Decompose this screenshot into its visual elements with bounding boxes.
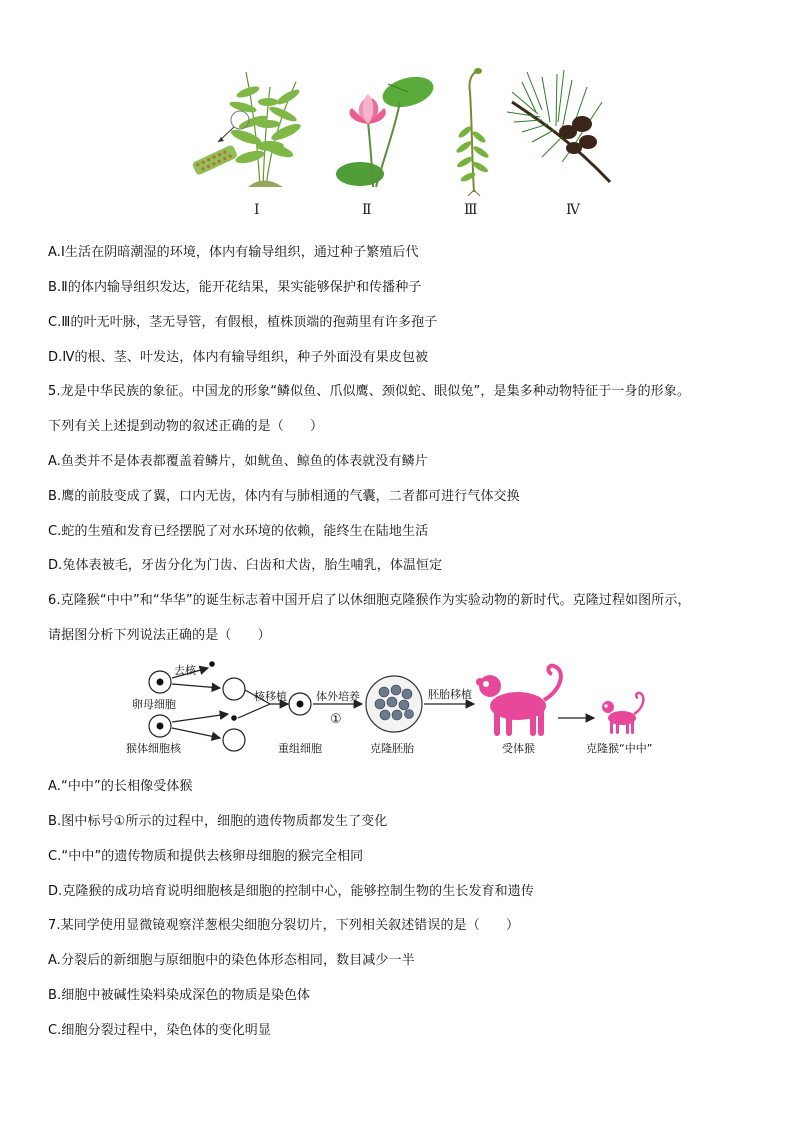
q6-option-c: C.“中中”的遗传物质和提供去核卵母细胞的猴完全相同 <box>48 849 364 864</box>
q7-option-c: C.细胞分裂过程中，染色体的变化明显 <box>48 1023 272 1038</box>
q5-option-d: D.兔体表被毛，牙齿分化为门齿、臼齿和犬齿，胎生哺乳，体温恒定 <box>48 558 443 573</box>
plant-figure <box>180 62 620 222</box>
label-embryo-transfer: 胚胎移植 <box>428 688 472 701</box>
q4-option-d: D.Ⅳ的根、茎、叶发达，体内有输导组织，种子外面没有果皮包被 <box>48 350 429 365</box>
label-recipient-monkey: 受体猴 <box>502 742 535 755</box>
q4-option-c: C.Ⅲ的叶无叶脉，茎无导管，有假根，植株顶端的孢蒴里有许多孢子 <box>48 315 438 330</box>
q7-option-b: B.细胞中被碱性染料染成深色的物质是染色体 <box>48 988 311 1003</box>
label-step-marker: ① <box>330 712 342 727</box>
q5-option-c: C.蛇的生殖和发育已经摆脱了对水环境的依赖，能终生在陆地生活 <box>48 524 429 539</box>
q5-option-b: B.鹰的前肢变成了翼，口内无齿，体内有与肺相通的气囊，二者都可进行气体交换 <box>48 489 520 504</box>
cloning-diagram <box>110 660 690 760</box>
q6-stem-line1: 6.克隆猴“中中”和“华华”的诞生标志着中国开启了以休细胞克隆猴作为实验动物的新时代。克隆过程如图所示， <box>48 593 691 608</box>
q5-stem-line1: 5.龙是中华民族的象征。中国龙的形象“鳞似鱼、爪似鹰、颈似蛇、眼似兔”，是集多种动物特征于一身的形象。 <box>48 384 690 399</box>
label-cloned-monkey: 克隆猴“中中” <box>586 742 653 755</box>
q7-option-a: A.分裂后的新细胞与原细胞中的染色体形态相同，数目减少一半 <box>48 953 415 968</box>
plant-label-3: Ⅲ <box>464 202 478 218</box>
label-in-vitro-culture: 体外培养 <box>316 690 360 703</box>
cloned-monkey-shape <box>602 693 643 734</box>
q6-option-b: B.图中标号①所示的过程中，细胞的遗传物质都发生了变化 <box>48 814 388 829</box>
pine-illustration <box>502 62 620 197</box>
q4-option-b: B.Ⅱ的体内输导组织发达，能开花结果，果实能够保护和传播种子 <box>48 280 422 295</box>
label-cloned-embryo: 克隆胚胎 <box>370 742 414 755</box>
q7-stem: 7.某同学使用显微镜观察洋葱根尖细胞分裂切片，下列相关叙述错误的是（ ） <box>48 918 520 933</box>
plant-label-1: Ⅰ <box>254 202 260 218</box>
q6-stem-line2: 请据图分析下列说法正确的是（ ） <box>48 628 271 643</box>
label-reconstructed-cell: 重组细胞 <box>278 742 322 755</box>
moss-illustration <box>448 62 498 197</box>
label-oocyte: 卵母细胞 <box>132 698 176 711</box>
q6-option-d: D.克隆猴的成功培育说明细胞核是细胞的控制中心，能够控制生物的生长发育和遗传 <box>48 884 534 899</box>
q5-option-a: A.鱼类并不是体表都覆盖着鳞片，如鱿鱼、鲸鱼的体表就没有鳞片 <box>48 454 428 469</box>
recipient-monkey-shape <box>476 666 561 736</box>
lotus-illustration <box>328 62 438 197</box>
plant-label-4: Ⅳ <box>566 202 580 218</box>
label-remove-nucleus: 去核 <box>174 664 196 677</box>
q6-option-a: A.“中中”的长相像受体猴 <box>48 779 193 794</box>
q5-stem-line2: 下列有关上述提到动物的叙述正确的是（ ） <box>48 419 324 434</box>
label-nuclear-transfer: 核移植 <box>254 690 287 703</box>
plant-label-2: Ⅱ <box>362 202 372 218</box>
label-somatic-nucleus: 猴体细胞核 <box>126 742 181 755</box>
q4-option-a: A.Ⅰ生活在阴暗潮湿的环境，体内有输导组织，通过种子繁殖后代 <box>48 245 419 260</box>
fern-illustration <box>188 62 318 197</box>
